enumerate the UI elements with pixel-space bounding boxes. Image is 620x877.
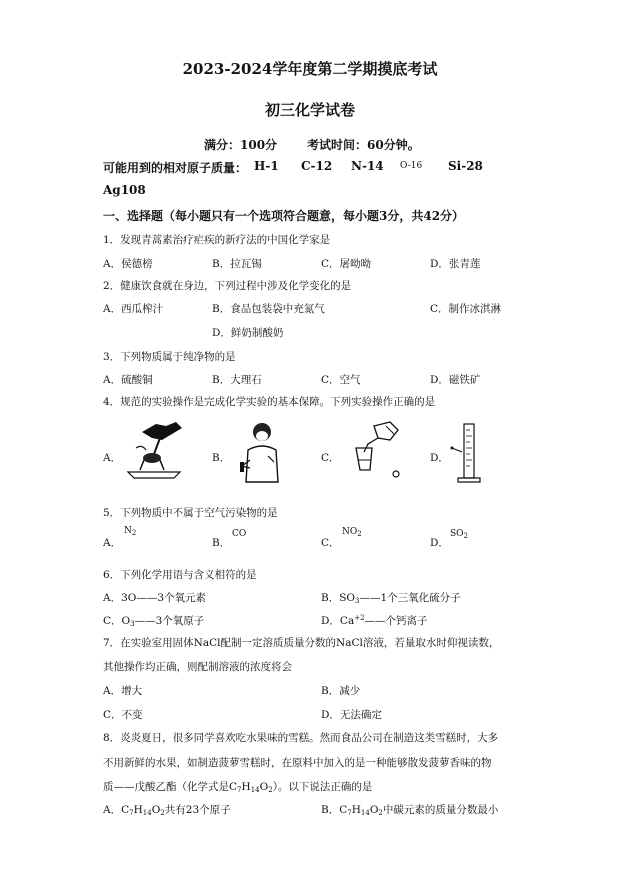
lab-illustration-c-icon — [338, 418, 408, 480]
q3-option-c[interactable]: C．空气 — [321, 374, 361, 386]
q8-stem-line1: 8．炎炎夏日，很多同学喜欢吃水果味的雪糕。然而食品公司在制造这类雪糕时，大多 — [103, 732, 499, 744]
atomic-mass-c: C-12 — [301, 159, 333, 173]
q6-stem: 6．下列化学用语与含义相符的是 — [103, 569, 257, 581]
q6-option-c[interactable]: C．$O_3——3$个氧原子 — [103, 615, 205, 628]
q5-formula-a: $N_2$ — [124, 526, 137, 537]
atomic-mass-n: N-14 — [351, 159, 384, 173]
q4-option-a[interactable]: A． — [103, 452, 122, 464]
q2-option-c[interactable]: C．制作冰淇淋 — [430, 303, 502, 315]
q1-option-b[interactable]: B．拉瓦锡 — [212, 258, 262, 270]
q2-option-d[interactable]: D．鲜奶制酸奶 — [212, 327, 284, 339]
atomic-mass-si: Si-28 — [448, 159, 483, 173]
q5-option-c[interactable]: C． — [321, 537, 340, 549]
lab-illustration-a-icon — [122, 418, 194, 480]
q3-option-b[interactable]: B．大理石 — [212, 374, 262, 386]
q1-stem: 1．发现青蒿素治疗疟疾的新疗法的中国化学家是 — [103, 234, 331, 246]
q2-option-a[interactable]: A．西瓜榨汁 — [103, 303, 164, 315]
lab-illustration-d-icon — [448, 420, 488, 486]
q8-stem-line3: 质——戊酸乙酯（化学式是$C_7H_{14}O_2$）。以下说法正确的是 — [103, 781, 373, 794]
q7-option-a[interactable]: A．增大 — [103, 685, 143, 697]
q8-option-a[interactable]: A．$C_7H_{14}O_2$共有23个原子 — [103, 804, 231, 817]
q7-option-b[interactable]: B．减少 — [321, 685, 361, 697]
atomic-mass-o: O-16 — [400, 161, 423, 171]
q8-stem-line2: 不用新鲜的水果，如制造菠萝雪糕时，在原料中加入的是一种能够散发菠萝香味的物 — [103, 757, 492, 769]
q3-stem: 3．下列物质属于纯净物的是 — [103, 351, 236, 363]
q6-option-b[interactable]: B．$SO_3——1$个三氧化硫分子 — [321, 592, 461, 605]
q2-stem: 2．健康饮食就在身边，下列过程中涉及化学变化的是 — [103, 280, 352, 292]
q1-option-d[interactable]: D．张青莲 — [430, 258, 481, 270]
q4-option-d[interactable]: D． — [430, 452, 449, 464]
q4-option-c[interactable]: C． — [321, 452, 340, 464]
q5-formula-c: $NO_2$ — [342, 527, 362, 538]
q7-option-c[interactable]: C．不变 — [103, 709, 143, 721]
q5-formula-d: $SO_2$ — [450, 529, 469, 540]
exam-subtitle: 初三化学试卷 — [264, 101, 355, 119]
atomic-mass-ag: Ag108 — [103, 183, 146, 197]
exam-title: 2023-2024学年度第二学期摸底考试 — [182, 60, 438, 78]
q6-option-d[interactable]: D．$Ca^{+2}——$个钙离子 — [321, 614, 428, 627]
q3-option-d[interactable]: D．磁铁矿 — [430, 374, 481, 386]
exam-time: 考试时间：60分钟。 — [307, 138, 420, 152]
atomic-mass-label: 可能用到的相对原子质量： — [103, 161, 248, 175]
section-heading: 一、选择题（每小题只有一个选项符合题意，每小题3分，共42分） — [103, 209, 465, 223]
q6-option-a[interactable]: A．3O——3个氧元素 — [103, 592, 207, 604]
lab-illustration-b-icon — [238, 420, 288, 486]
q8-option-b[interactable]: B．$C_7H_{14}O_2$中碳元素的质量分数最小 — [321, 804, 499, 817]
q4-stem: 4．规范的实验操作是完成化学实验的基本保障。下列实验操作正确的是 — [103, 396, 436, 408]
q5-stem: 5．下列物质中不属于空气污染物的是 — [103, 507, 278, 519]
q7-option-d[interactable]: D．无法确定 — [321, 709, 382, 721]
q3-option-a[interactable]: A．硫酸铜 — [103, 374, 153, 386]
q7-stem-line1: 7．在实验室用固体NaCl配制一定溶质质量分数的NaCl溶液，若量取水时仰视读数， — [103, 637, 500, 649]
atomic-mass-h: H-1 — [254, 159, 279, 173]
q5-option-d[interactable]: D． — [430, 537, 449, 549]
q5-option-a[interactable]: A． — [103, 537, 122, 549]
q5-option-b[interactable]: B． — [212, 537, 231, 549]
q7-stem-line2: 其他操作均正确，则配制溶液的浓度将会 — [103, 661, 292, 673]
full-score: 满分：100分 — [204, 138, 278, 152]
q4-option-b[interactable]: B． — [212, 452, 231, 464]
q1-option-a[interactable]: A．侯德榜 — [103, 258, 153, 270]
q5-formula-b: CO — [232, 529, 247, 539]
q1-option-c[interactable]: C．屠呦呦 — [321, 258, 372, 270]
q2-option-b[interactable]: B．食品包装袋中充氮气 — [212, 303, 325, 315]
